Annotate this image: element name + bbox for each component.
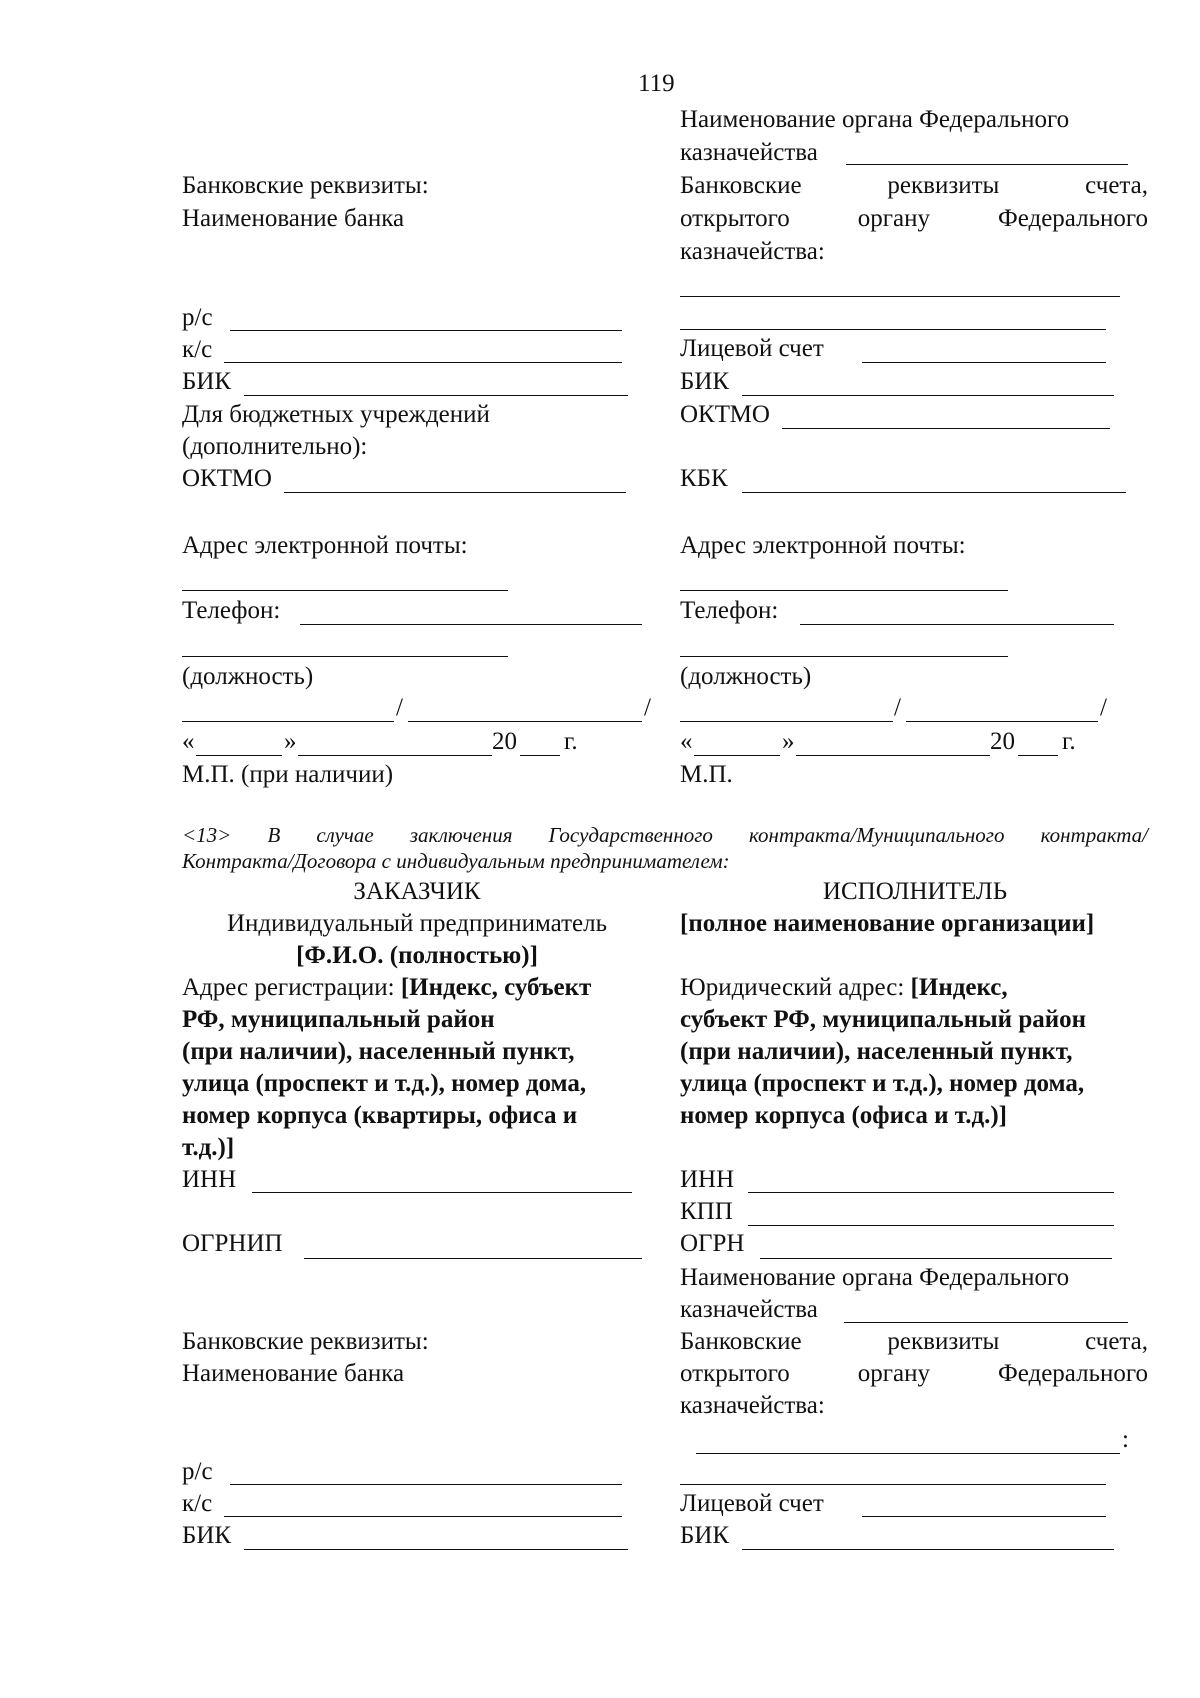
reg-address-line3: (при наличии), населенный пункт, [182, 1038, 575, 1065]
position-field[interactable] [680, 656, 1008, 657]
word: открытого [680, 205, 790, 232]
stamp-label: М.П. [680, 761, 733, 788]
personal-account-field[interactable] [862, 362, 1106, 363]
reg-address-line5: номер корпуса (квартиры, офиса и [182, 1102, 578, 1129]
word: Банковские [680, 172, 802, 199]
budget-note-cont: (дополнительно): [182, 433, 368, 460]
reg-address-line4: улица (проспект и т.д.), номер дома, [182, 1070, 587, 1097]
ogrn-field[interactable] [760, 1258, 1112, 1259]
ks-field[interactable] [224, 1516, 622, 1517]
position-label: (должность) [680, 663, 812, 690]
footnote-line2: Контракта/Договора с индивидуальным предпринимателем: [182, 849, 730, 873]
email-label: Адрес электронной почты: [182, 532, 468, 559]
contractor-heading: ИСПОЛНИТЕЛЬ [822, 878, 1008, 905]
email-label: Адрес электронной почты: [680, 532, 966, 559]
date-year-prefix: 20 [990, 728, 1015, 755]
bik-field[interactable] [244, 395, 628, 396]
date-open-quote: « [182, 728, 195, 755]
bik-field[interactable] [742, 1549, 1114, 1550]
treasury-label-cont: казначейства [680, 139, 818, 166]
oktmo-label: ОКТМО [182, 465, 272, 492]
slash: / [644, 694, 651, 721]
ogrnip-field[interactable] [304, 1258, 642, 1259]
inn-field[interactable] [748, 1192, 1114, 1193]
date-year-field[interactable] [520, 755, 560, 756]
treasury-label: Наименование органа Федерального [680, 1264, 1070, 1291]
name-field[interactable] [906, 721, 1098, 722]
reg-address-label: Адрес регистрации: [182, 974, 401, 1001]
rs-label: р/с [182, 1458, 213, 1485]
treasury-field[interactable] [844, 1322, 1128, 1323]
bik-label: БИК [182, 368, 232, 395]
kpp-label: КПП [680, 1198, 733, 1225]
date-year-field[interactable] [1018, 755, 1058, 756]
oktmo-field[interactable] [284, 492, 626, 493]
reg-address-line1 [182, 972, 591, 1004]
personal-account-label: Лицевой счет [680, 335, 824, 362]
budget-note: Для бюджетных учреждений [182, 401, 490, 428]
phone-field[interactable] [300, 624, 642, 625]
account-details-line2 [680, 1358, 1148, 1390]
legal-address-line5: номер корпуса (офиса и т.д.)] [680, 1102, 1008, 1129]
word: органу [857, 205, 930, 232]
ogrnip-label: ОГРНИП [182, 1230, 283, 1257]
account-details-line1 [680, 1326, 1148, 1358]
date-day-field[interactable] [196, 755, 282, 756]
ks-label: к/с [182, 1490, 213, 1517]
treasury-label-cont: казначейства [680, 1296, 818, 1323]
reg-address-line6: т.д.)] [182, 1134, 235, 1161]
phone-label: Телефон: [680, 597, 779, 624]
customer-heading: ЗАКАЗЧИК [353, 878, 481, 905]
word: реквизиты [887, 172, 1000, 199]
date-day-field[interactable] [694, 755, 780, 756]
inn-label: ИНН [182, 1166, 237, 1193]
position-field[interactable] [182, 656, 508, 657]
kpp-field[interactable] [748, 1225, 1114, 1226]
date-close-quote: » [782, 728, 795, 755]
account-details-field-2[interactable] [680, 1484, 1106, 1485]
email-field[interactable] [680, 590, 1008, 591]
date-year-prefix: 20 [492, 728, 517, 755]
date-year-suffix: г. [1062, 728, 1076, 755]
bik-label: БИК [182, 1522, 232, 1549]
word: органу [857, 1360, 930, 1387]
treasury-field[interactable] [846, 164, 1128, 165]
word: счета, [1085, 1328, 1148, 1355]
account-details-line2 [680, 203, 1148, 235]
customer-entity: Индивидуальный предприниматель [227, 910, 607, 937]
bank-name-label: Наименование банка [182, 205, 405, 232]
slash: / [396, 694, 403, 721]
footnote-line1: <13> В случае заключения Государственного контракта/Муниципального контракта/ [182, 823, 1148, 847]
personal-account-label: Лицевой счет [680, 1490, 824, 1517]
ks-label: к/с [182, 336, 213, 363]
phone-field[interactable] [800, 624, 1114, 625]
slash: / [894, 694, 901, 721]
oktmo-label: ОКТМО [680, 401, 770, 428]
page-number: 119 [638, 70, 675, 97]
reg-address-line2: РФ, муниципальный район [182, 1006, 495, 1033]
phone-label: Телефон: [182, 597, 281, 624]
account-details-field-2[interactable] [680, 329, 1106, 330]
bik-field[interactable] [244, 1549, 628, 1550]
slash: / [1100, 694, 1107, 721]
legal-address-label: Юридический адрес: [680, 974, 911, 1001]
account-details-field-1[interactable] [680, 296, 1120, 297]
date-month-field[interactable] [796, 755, 990, 756]
position-label: (должность) [182, 663, 314, 690]
signature-field[interactable] [182, 721, 394, 722]
account-details-line1 [680, 170, 1148, 202]
legal-address-line1 [680, 972, 1008, 1004]
inn-field[interactable] [252, 1192, 632, 1193]
ogrn-label: ОГРН [680, 1230, 745, 1257]
legal-address-line3: (при наличии), населенный пункт, [680, 1038, 1073, 1065]
rs-field[interactable] [230, 330, 622, 331]
date-year-suffix: г. [564, 728, 578, 755]
word: открытого [680, 1360, 790, 1387]
ks-field[interactable] [224, 362, 622, 363]
word: Федерального [997, 205, 1149, 232]
colon: : [1122, 1426, 1129, 1453]
oktmo-field[interactable] [782, 428, 1110, 429]
reg-address-value: [Индекс, субъект [400, 974, 592, 1001]
date-month-field[interactable] [298, 755, 492, 756]
stamp-label: М.П. (при наличии) [182, 761, 394, 788]
bik-field[interactable] [742, 395, 1114, 396]
kbk-label: КБК [680, 465, 728, 492]
bank-details-label: Банковские реквизиты: [182, 172, 429, 199]
word: Банковские [680, 1328, 802, 1355]
contractor-org-name: [полное наименование организации] [680, 910, 1095, 937]
name-field[interactable] [408, 721, 642, 722]
legal-address-line2: субъект РФ, муниципальный район [680, 1006, 1087, 1033]
personal-account-field[interactable] [862, 1516, 1106, 1517]
bank-details-label: Банковские реквизиты: [182, 1328, 429, 1355]
inn-label: ИНН [680, 1166, 735, 1193]
rs-label: р/с [182, 304, 213, 331]
account-details-line3: казначейства: [680, 238, 825, 265]
bank-name-label: Наименование банка [182, 1360, 405, 1387]
word: Федерального [997, 1360, 1149, 1387]
bik-label: БИК [680, 1522, 730, 1549]
kbk-field[interactable] [742, 492, 1126, 493]
bik-label: БИК [680, 368, 730, 395]
rs-field[interactable] [230, 1484, 622, 1485]
date-open-quote: « [680, 728, 693, 755]
signature-field[interactable] [680, 721, 893, 722]
word: реквизиты [887, 1328, 1000, 1355]
treasury-label: Наименование органа Федерального [680, 106, 1070, 133]
legal-address-line4: улица (проспект и т.д.), номер дома, [680, 1070, 1085, 1097]
legal-address-value: [Индекс, [910, 974, 1008, 1001]
customer-fio: [Ф.И.О. (полностью)] [296, 942, 538, 969]
date-close-quote: » [284, 728, 297, 755]
email-field[interactable] [182, 590, 508, 591]
account-details-line3: казначейства: [680, 1392, 825, 1419]
account-details-field-1[interactable] [696, 1453, 1120, 1454]
word: счета, [1085, 172, 1148, 199]
